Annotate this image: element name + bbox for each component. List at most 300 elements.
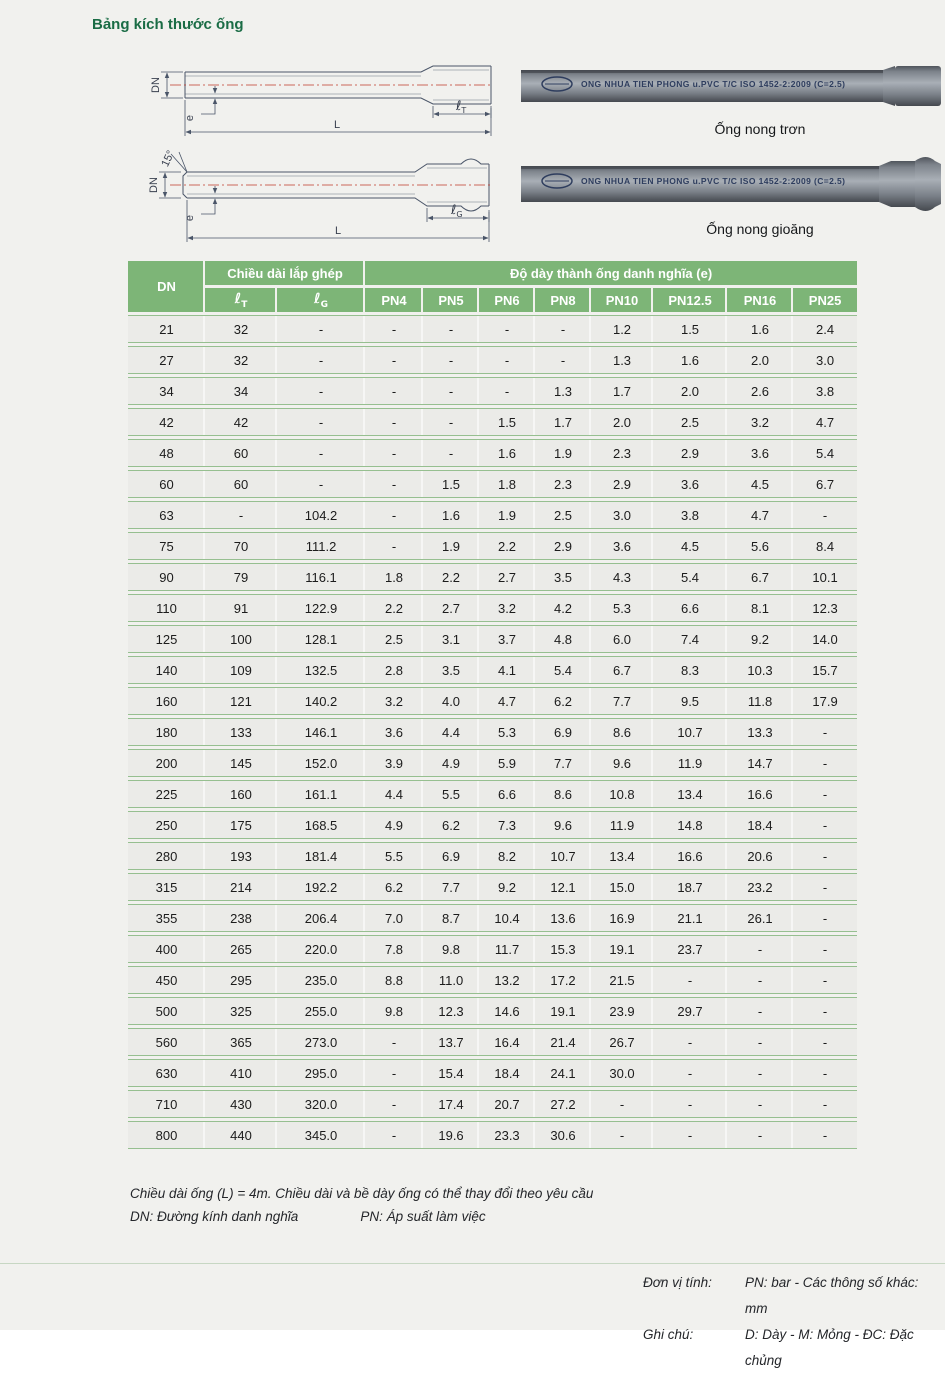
table-cell: - (727, 1028, 793, 1056)
table-cell: 7.4 (653, 625, 727, 653)
dim-lt-label: ℓ$_T$ (456, 99, 467, 115)
table-cell: - (591, 1121, 653, 1149)
col-header-pn-6: PN16 (727, 288, 793, 312)
table-cell: - (793, 811, 857, 839)
table-cell: 225 (128, 780, 205, 808)
table-cell: 17.9 (793, 687, 857, 715)
table-cell: - (365, 1121, 423, 1149)
table-cell: 1.6 (479, 439, 535, 467)
table-cell: 2.5 (535, 501, 591, 529)
col-header-pn-7: PN25 (793, 288, 857, 312)
footer-value-notes: D: Dày - M: Mỏng - ĐC: Đặc chủng (745, 1327, 914, 1368)
table-cell: 104.2 (277, 501, 365, 529)
table-cell: 60 (205, 470, 277, 498)
table-cell: 800 (128, 1121, 205, 1149)
dim-lg-label: ℓ$_G$ (451, 203, 463, 219)
table-cell: 1.9 (535, 439, 591, 467)
table-cell: 140 (128, 656, 205, 684)
table-cell: 2.2 (365, 594, 423, 622)
table-cell: 11.9 (653, 749, 727, 777)
table-cell: 4.8 (535, 625, 591, 653)
table-cell: 146.1 (277, 718, 365, 746)
table-cell: 1.6 (653, 346, 727, 374)
table-cell: 8.7 (423, 904, 479, 932)
table-cell: 9.2 (727, 625, 793, 653)
table-cell: 6.9 (535, 718, 591, 746)
table-cell: 3.6 (365, 718, 423, 746)
table-cell: 4.7 (793, 408, 857, 436)
table-cell: 15.0 (591, 873, 653, 901)
table-cell: 10.7 (653, 718, 727, 746)
table-cell: - (479, 346, 535, 374)
table-cell: 5.5 (365, 842, 423, 870)
table-cell: 14.8 (653, 811, 727, 839)
table-cell: 2.9 (591, 470, 653, 498)
table-row (128, 408, 857, 436)
table-cell: 710 (128, 1090, 205, 1118)
dim-e-label: e (184, 114, 196, 122)
table-row (128, 1028, 857, 1056)
table-cell: 630 (128, 1059, 205, 1087)
table-cell: 1.8 (365, 563, 423, 591)
table-cell: - (423, 377, 479, 405)
table-cell: 5.4 (535, 656, 591, 684)
col-header-pn-5: PN12.5 (653, 288, 727, 312)
table-cell: 10.8 (591, 780, 653, 808)
table-cell: 17.2 (535, 966, 591, 994)
table-notes (130, 1182, 593, 1228)
table-cell: 11.8 (727, 687, 793, 715)
table-cell: - (365, 377, 423, 405)
table-cell: 6.6 (653, 594, 727, 622)
table-cell: 8.3 (653, 656, 727, 684)
table-cell: 238 (205, 904, 277, 932)
table-cell: 19.6 (423, 1121, 479, 1149)
table-cell: 8.6 (591, 718, 653, 746)
photo-plain-socket (515, 62, 945, 137)
note-line-1: Chiều dài ống (L) = 4m. Chiều dài và bề dày ống có thể thay đổi theo yêu cầu (130, 1186, 594, 1201)
table-cell: 325 (205, 997, 277, 1025)
table-cell: 9.6 (535, 811, 591, 839)
table-cell: 100 (205, 625, 277, 653)
table-row (128, 1090, 857, 1118)
table-cell: 9.8 (365, 997, 423, 1025)
table-cell: - (365, 1059, 423, 1087)
table-cell: - (793, 1090, 857, 1118)
table-row (128, 470, 857, 498)
table-cell: 10.4 (479, 904, 535, 932)
table-cell: 1.5 (653, 315, 727, 343)
dim-l-label: L (334, 225, 342, 237)
col-header-lg: ℓ$_G$ (277, 288, 365, 312)
table-cell: 29.7 (653, 997, 727, 1025)
table-cell: 15.3 (535, 935, 591, 963)
col-group-assembly-length: Chiều dài lắp ghép (205, 261, 365, 285)
table-cell: 7.3 (479, 811, 535, 839)
table-cell: 3.5 (423, 656, 479, 684)
table-cell: 160 (128, 687, 205, 715)
table-cell: 9.6 (591, 749, 653, 777)
table-cell: 16.9 (591, 904, 653, 932)
table-cell: 2.4 (793, 315, 857, 343)
table-row (128, 315, 857, 343)
table-cell: 560 (128, 1028, 205, 1056)
table-row (128, 501, 857, 529)
table-cell: - (277, 346, 365, 374)
table-cell: 320.0 (277, 1090, 365, 1118)
table-cell: 18.4 (479, 1059, 535, 1087)
table-cell: 3.5 (535, 563, 591, 591)
table-cell: - (277, 408, 365, 436)
table-cell: 7.7 (423, 873, 479, 901)
table-cell: 21.1 (653, 904, 727, 932)
table-cell: - (793, 1028, 857, 1056)
table-cell: 1.7 (591, 377, 653, 405)
photo-caption: Ống nong trơn (714, 121, 806, 137)
table-cell: 430 (205, 1090, 277, 1118)
table-row (128, 749, 857, 777)
page-title: Bảng kích thước ống (92, 16, 244, 33)
table-cell: 3.6 (653, 470, 727, 498)
table-cell: 5.3 (479, 718, 535, 746)
table-cell: 16.4 (479, 1028, 535, 1056)
table-cell: 2.8 (365, 656, 423, 684)
table-row (128, 997, 857, 1025)
table-cell: 13.4 (591, 842, 653, 870)
table-cell: - (365, 501, 423, 529)
table-cell: 13.4 (653, 780, 727, 808)
table-row (128, 594, 857, 622)
table-cell: 128.1 (277, 625, 365, 653)
table-cell: 121 (205, 687, 277, 715)
table-cell: - (727, 935, 793, 963)
table-cell: 315 (128, 873, 205, 901)
table-cell: 160 (205, 780, 277, 808)
table-cell: 26.7 (591, 1028, 653, 1056)
table-cell: - (423, 439, 479, 467)
table-cell: - (653, 966, 727, 994)
table-cell: 3.0 (591, 501, 653, 529)
table-cell: 42 (205, 408, 277, 436)
table-cell: 15.4 (423, 1059, 479, 1087)
table-cell: 10.3 (727, 656, 793, 684)
table-cell: 110 (128, 594, 205, 622)
footer-label-units: Đơn vị tính: (643, 1275, 712, 1290)
table-cell: 12.3 (793, 594, 857, 622)
table-cell: 2.6 (727, 377, 793, 405)
table-cell: - (277, 315, 365, 343)
table-cell: 60 (128, 470, 205, 498)
table-cell: 6.2 (423, 811, 479, 839)
table-cell: - (365, 532, 423, 560)
table-cell: 3.8 (793, 377, 857, 405)
table-cell: 265 (205, 935, 277, 963)
table-cell: 6.2 (365, 873, 423, 901)
table-cell: 6.7 (793, 470, 857, 498)
table-cell: 16.6 (727, 780, 793, 808)
table-cell: 1.9 (479, 501, 535, 529)
table-cell: 1.6 (423, 501, 479, 529)
table-cell: 8.2 (479, 842, 535, 870)
table-cell: 111.2 (277, 532, 365, 560)
table-cell: 5.5 (423, 780, 479, 808)
table-cell: 109 (205, 656, 277, 684)
table-cell: 20.6 (727, 842, 793, 870)
table-cell: 23.3 (479, 1121, 535, 1149)
table-row (128, 1059, 857, 1087)
table-row (128, 873, 857, 901)
plain-socket-pipe-image (515, 62, 945, 110)
table-cell: - (277, 377, 365, 405)
table-cell: 2.9 (653, 439, 727, 467)
table-cell: - (365, 315, 423, 343)
table-cell: 48 (128, 439, 205, 467)
dim-angle-label: 15° (159, 148, 178, 169)
table-cell: 206.4 (277, 904, 365, 932)
table-cell: - (365, 470, 423, 498)
table-cell: 79 (205, 563, 277, 591)
table-cell: 5.9 (479, 749, 535, 777)
table-cell: 3.2 (727, 408, 793, 436)
table-cell: 2.7 (423, 594, 479, 622)
gasket-socket-drawing (75, 146, 495, 250)
table-cell: 3.7 (479, 625, 535, 653)
table-cell: 18.4 (727, 811, 793, 839)
table-cell: 4.9 (365, 811, 423, 839)
table-cell: 3.1 (423, 625, 479, 653)
table-cell: - (793, 749, 857, 777)
table-cell: 14.0 (793, 625, 857, 653)
table-cell: 1.7 (535, 408, 591, 436)
table-cell: 181.4 (277, 842, 365, 870)
table-cell: 8.1 (727, 594, 793, 622)
table-cell: - (535, 315, 591, 343)
table-cell: 23.9 (591, 997, 653, 1025)
table-cell: 1.3 (591, 346, 653, 374)
table-row (128, 966, 857, 994)
table-cell: 116.1 (277, 563, 365, 591)
table-cell: 4.5 (653, 532, 727, 560)
table-cell: 2.0 (727, 346, 793, 374)
pipe-print-text: ONG NHUA TIEN PHONG u.PVC T/C ISO 1452-2:2009 (C=2.5) (581, 79, 846, 89)
table-row (128, 718, 857, 746)
table-cell: 5.6 (727, 532, 793, 560)
table-cell: 12.3 (423, 997, 479, 1025)
table-cell: - (653, 1121, 727, 1149)
table-cell: 214 (205, 873, 277, 901)
table-cell: 13.3 (727, 718, 793, 746)
table-cell: - (727, 1090, 793, 1118)
table-cell: 4.7 (727, 501, 793, 529)
table-cell: 12.1 (535, 873, 591, 901)
table-cell: 75 (128, 532, 205, 560)
footer-legend (643, 1270, 933, 1374)
table-cell: 20.7 (479, 1090, 535, 1118)
table-cell: - (727, 1121, 793, 1149)
table-cell: 7.7 (591, 687, 653, 715)
table-cell: 11.9 (591, 811, 653, 839)
table-cell: 3.2 (479, 594, 535, 622)
col-header-lt: ℓ$_T$ (205, 288, 277, 312)
table-cell: 17.4 (423, 1090, 479, 1118)
table-cell: 8.8 (365, 966, 423, 994)
col-header-dn: DN (128, 261, 205, 312)
table-cell: 4.0 (423, 687, 479, 715)
col-group-wall-thickness: Độ dày thành ống danh nghĩa (e) (365, 261, 857, 285)
pipe-size-table (128, 258, 857, 1152)
table-cell: 5.4 (653, 563, 727, 591)
table-cell: 440 (205, 1121, 277, 1149)
table-cell: 34 (128, 377, 205, 405)
dim-l-label: L (333, 119, 341, 131)
pipe-print-text: ONG NHUA TIEN PHONG u.PVC T/C ISO 1452-2:2009 (C=2.5) (581, 176, 846, 186)
table-cell: - (479, 377, 535, 405)
table-cell: - (591, 1090, 653, 1118)
table-cell: 355 (128, 904, 205, 932)
table-cell: 220.0 (277, 935, 365, 963)
table-cell: 21.5 (591, 966, 653, 994)
table-cell: 3.0 (793, 346, 857, 374)
table-cell: 140.2 (277, 687, 365, 715)
table-cell: 23.2 (727, 873, 793, 901)
table-cell: - (793, 997, 857, 1025)
table-cell: - (727, 1059, 793, 1087)
table-cell: 180 (128, 718, 205, 746)
table-cell: 63 (128, 501, 205, 529)
footer-label-notes: Ghi chú: (643, 1327, 694, 1342)
table-cell: - (653, 1059, 727, 1087)
table-cell: 5.4 (793, 439, 857, 467)
table-cell: - (365, 346, 423, 374)
table-cell: 32 (205, 346, 277, 374)
table-cell: - (793, 904, 857, 932)
gasket-ring (915, 157, 941, 211)
table-cell: - (277, 439, 365, 467)
table-cell: 1.9 (423, 532, 479, 560)
photo-caption: Ống nong gioăng (706, 221, 814, 237)
table-row (128, 780, 857, 808)
table-cell: 125 (128, 625, 205, 653)
table-cell: 26.1 (727, 904, 793, 932)
table-cell: 3.9 (365, 749, 423, 777)
table-cell: 193 (205, 842, 277, 870)
table-cell: - (365, 1090, 423, 1118)
table-row (128, 811, 857, 839)
diagram-plain-socket (75, 52, 495, 144)
table-cell: - (793, 873, 857, 901)
table-cell: - (423, 408, 479, 436)
table-cell: 200 (128, 749, 205, 777)
table-cell: - (653, 1090, 727, 1118)
table-cell: - (793, 780, 857, 808)
table-cell: 168.5 (277, 811, 365, 839)
table-cell: 14.6 (479, 997, 535, 1025)
table-cell: 1.2 (591, 315, 653, 343)
table-cell: 410 (205, 1059, 277, 1087)
table-cell: - (793, 966, 857, 994)
footer-value-units: PN: bar - Các thông số khác: mm (745, 1275, 919, 1316)
note-line-2 (130, 1205, 593, 1228)
table-cell: - (653, 1028, 727, 1056)
table-cell: 2.5 (653, 408, 727, 436)
table-cell: 23.7 (653, 935, 727, 963)
table-cell: 15.7 (793, 656, 857, 684)
table-cell: 161.1 (277, 780, 365, 808)
table-cell: 2.5 (365, 625, 423, 653)
table-cell: 6.7 (591, 656, 653, 684)
table-cell: - (535, 346, 591, 374)
table-cell: 4.4 (423, 718, 479, 746)
col-header-pn-0: PN4 (365, 288, 423, 312)
table-cell: 32 (205, 315, 277, 343)
table-cell: 6.0 (591, 625, 653, 653)
dim-e-label: e (184, 214, 196, 222)
table-cell: - (423, 315, 479, 343)
table-cell: 2.0 (653, 377, 727, 405)
note-dn: DN: Đường kính danh nghĩa (130, 1209, 299, 1224)
table-cell: 18.7 (653, 873, 727, 901)
table-cell: 21.4 (535, 1028, 591, 1056)
table-cell: 4.5 (727, 470, 793, 498)
table-cell: 10.1 (793, 563, 857, 591)
dim-dn-label: DN (148, 177, 160, 193)
table-cell: - (479, 315, 535, 343)
table-cell: 2.3 (535, 470, 591, 498)
table-cell: 2.9 (535, 532, 591, 560)
table-cell: 30.6 (535, 1121, 591, 1149)
table-row (128, 625, 857, 653)
table-cell: 4.7 (479, 687, 535, 715)
table-cell: 132.5 (277, 656, 365, 684)
pipe-table-body (128, 315, 857, 1149)
table-cell: 42 (128, 408, 205, 436)
table-cell: 30.0 (591, 1059, 653, 1087)
table-cell: 250 (128, 811, 205, 839)
table-cell: - (727, 997, 793, 1025)
table-cell: 450 (128, 966, 205, 994)
table-cell: 2.0 (591, 408, 653, 436)
table-cell: - (365, 439, 423, 467)
table-cell: 4.2 (535, 594, 591, 622)
table-row (128, 904, 857, 932)
table-cell: 500 (128, 997, 205, 1025)
table-cell: 10.7 (535, 842, 591, 870)
table-cell: - (793, 718, 857, 746)
table-cell: 21 (128, 315, 205, 343)
table-cell: 3.6 (727, 439, 793, 467)
table-cell: 8.6 (535, 780, 591, 808)
table-cell: - (205, 501, 277, 529)
table-cell: 7.8 (365, 935, 423, 963)
table-cell: 3.2 (365, 687, 423, 715)
note-pn: PN: Áp suất làm việc (360, 1209, 486, 1224)
table-cell: 60 (205, 439, 277, 467)
table-cell: 11.0 (423, 966, 479, 994)
table-cell: 24.1 (535, 1059, 591, 1087)
table-cell: 192.2 (277, 873, 365, 901)
table-cell: - (793, 1059, 857, 1087)
table-cell: 6.2 (535, 687, 591, 715)
table-row (128, 563, 857, 591)
table-subheader (128, 288, 857, 312)
table-row (128, 842, 857, 870)
table-cell: 9.5 (653, 687, 727, 715)
table-cell: - (365, 1028, 423, 1056)
table-cell: 4.1 (479, 656, 535, 684)
table-cell: 13.2 (479, 966, 535, 994)
table-cell: 2.2 (479, 532, 535, 560)
table-cell: 34 (205, 377, 277, 405)
